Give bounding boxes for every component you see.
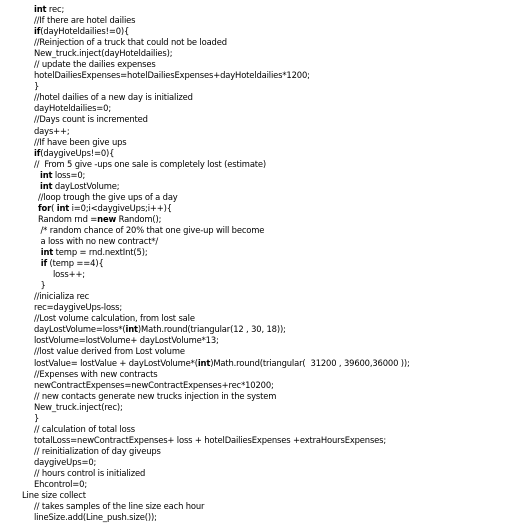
code-text: //hotel dailies of a new day is initialized: [34, 92, 193, 103]
code-line: [0, 26, 505, 37]
code-text: daygiveUps=0;: [34, 456, 97, 467]
code-line: [0, 501, 505, 512]
code-line: [0, 114, 505, 125]
code-text: }: [38, 280, 46, 291]
code-text: days++;: [34, 125, 70, 136]
code-keyword: int: [40, 180, 53, 191]
code-line: [0, 59, 505, 70]
code-text: dayLostVolume;: [52, 180, 120, 191]
code-text: //Reinjection of a truck that could not be loaded: [34, 37, 227, 48]
code-keyword: int: [56, 202, 70, 213]
code-text: // From 5 give -ups one sale is completely lost (estimate): [34, 158, 267, 169]
code-line: [0, 37, 505, 48]
code-text: )Math.round(triangular( 31200 , 39600,36000 ));: [210, 357, 410, 368]
code-text: rec;: [46, 4, 65, 14]
code-listing: [0, 4, 505, 523]
code-keyword: int: [197, 357, 211, 368]
code-keyword: for: [38, 202, 52, 213]
code-text: //If have been give ups: [34, 136, 127, 147]
code-text: dayHoteldailies=0;: [34, 103, 112, 114]
code-line: [0, 358, 505, 369]
code-text: lostVolume=lostVolume+ dayLostVolume*13;: [34, 335, 219, 346]
code-line: [0, 247, 505, 258]
code-text: }: [34, 81, 40, 92]
code-line: [0, 391, 505, 402]
code-line: [0, 369, 505, 380]
code-line: [0, 48, 505, 59]
code-line: [0, 324, 505, 335]
code-text: }: [34, 412, 40, 423]
code-text: // calculation of total loss: [34, 423, 135, 434]
code-text: newContractExpenses=newContractExpenses+rec*10200;: [34, 379, 274, 390]
code-text: // reinitialization of day giveups: [34, 445, 161, 456]
code-text: /* random chance of 20% that one give-up will become: [38, 224, 265, 235]
code-text: // new contacts generate new trucks injection in the system: [34, 390, 277, 401]
code-line: [0, 225, 505, 236]
code-line: [0, 446, 505, 457]
code-line: [0, 258, 505, 269]
code-line: [0, 92, 505, 103]
code-text: New_truck.inject(rec);: [34, 401, 123, 412]
code-text: // update the dailies expenses: [34, 59, 156, 70]
code-text: lostValue= lostValue + dayLostVolume*(: [34, 357, 198, 368]
code-keyword: if: [34, 26, 41, 37]
code-line: [0, 413, 505, 424]
code-line: [0, 512, 505, 523]
code-line: [0, 302, 505, 313]
code-line: [0, 192, 505, 203]
code-line: [0, 402, 505, 413]
code-line: [0, 380, 505, 391]
code-text: hotelDailiesExpenses=hotelDailiesExpenses+dayHoteldailies*1200;: [34, 70, 310, 81]
code-line: [0, 236, 505, 247]
code-text: (dayHoteldailies!=0){: [40, 26, 130, 37]
code-keyword: int: [40, 169, 53, 180]
code-text: Random rnd =: [38, 213, 98, 224]
code-keyword: int: [34, 4, 47, 14]
code-line: [0, 468, 505, 479]
code-text: //lost value derived from Lost volume: [34, 346, 185, 357]
code-text: temp = rnd.nextInt(5);: [53, 247, 148, 258]
code-text: totalLoss=newContractExpenses+ loss + hotelDailiesExpenses +extraHoursExpenses;: [34, 434, 387, 445]
code-text: (: [51, 202, 57, 213]
code-line: [0, 137, 505, 148]
code-text: Random();: [116, 213, 162, 224]
code-line: [0, 103, 505, 114]
code-text: //Days count is incremented: [34, 114, 148, 125]
code-line: [0, 181, 505, 192]
code-text: rec=daygiveUps-loss;: [34, 302, 123, 313]
code-text: loss++;: [53, 269, 85, 280]
code-line: [0, 15, 505, 26]
code-text: a loss with no new contract*/: [38, 235, 159, 246]
code-line: [0, 4, 505, 15]
code-line: [0, 170, 505, 181]
code-text: lineSize.add(Line_push.size());: [34, 512, 157, 523]
code-line: [0, 126, 505, 137]
code-text: (temp ==4){: [46, 258, 104, 269]
code-text: // hours control is initialized: [34, 467, 146, 478]
code-keyword: new: [97, 213, 117, 224]
code-line: [0, 490, 505, 501]
code-keyword: if: [38, 258, 47, 269]
code-line: [0, 335, 505, 346]
code-text: (daygiveUps!=0){: [40, 147, 115, 158]
code-line: [0, 291, 505, 302]
code-line: [0, 148, 505, 159]
code-line: [0, 280, 505, 291]
code-keyword: int: [38, 247, 54, 258]
code-text: Ehcontrol=0;: [34, 479, 87, 490]
code-line: [0, 70, 505, 81]
code-line: [0, 424, 505, 435]
code-text: //Expenses with new contracts: [34, 368, 158, 379]
code-text: //inicializa rec: [34, 291, 90, 302]
code-text: loss=0;: [52, 169, 86, 180]
code-line: [0, 81, 505, 92]
code-line: [0, 159, 505, 170]
code-text: i=0;i<daygiveUps;i++){: [69, 202, 172, 213]
code-line: [0, 346, 505, 357]
code-line: [0, 457, 505, 468]
code-text: //Lost volume calculation, from lost sale: [34, 313, 195, 324]
code-line: [0, 203, 505, 214]
code-line: [0, 435, 505, 446]
code-text: // takes samples of the line size each hour: [34, 501, 205, 512]
code-text: New_truck.inject(dayHoteldailies);: [34, 48, 173, 59]
code-text: Line size collect: [22, 490, 86, 501]
code-text: //If there are hotel dailies: [34, 15, 136, 26]
code-line: [0, 214, 505, 225]
code-text: //loop trough the give ups of a day: [38, 191, 178, 202]
code-keyword: if: [34, 147, 41, 158]
code-text: dayLostVolume=loss*(: [34, 324, 126, 335]
code-line: [0, 313, 505, 324]
code-text: )Math.round(triangular(12 , 30, 18));: [137, 324, 286, 335]
code-keyword: int: [125, 324, 138, 335]
code-line: [0, 269, 505, 280]
code-line: [0, 479, 505, 490]
